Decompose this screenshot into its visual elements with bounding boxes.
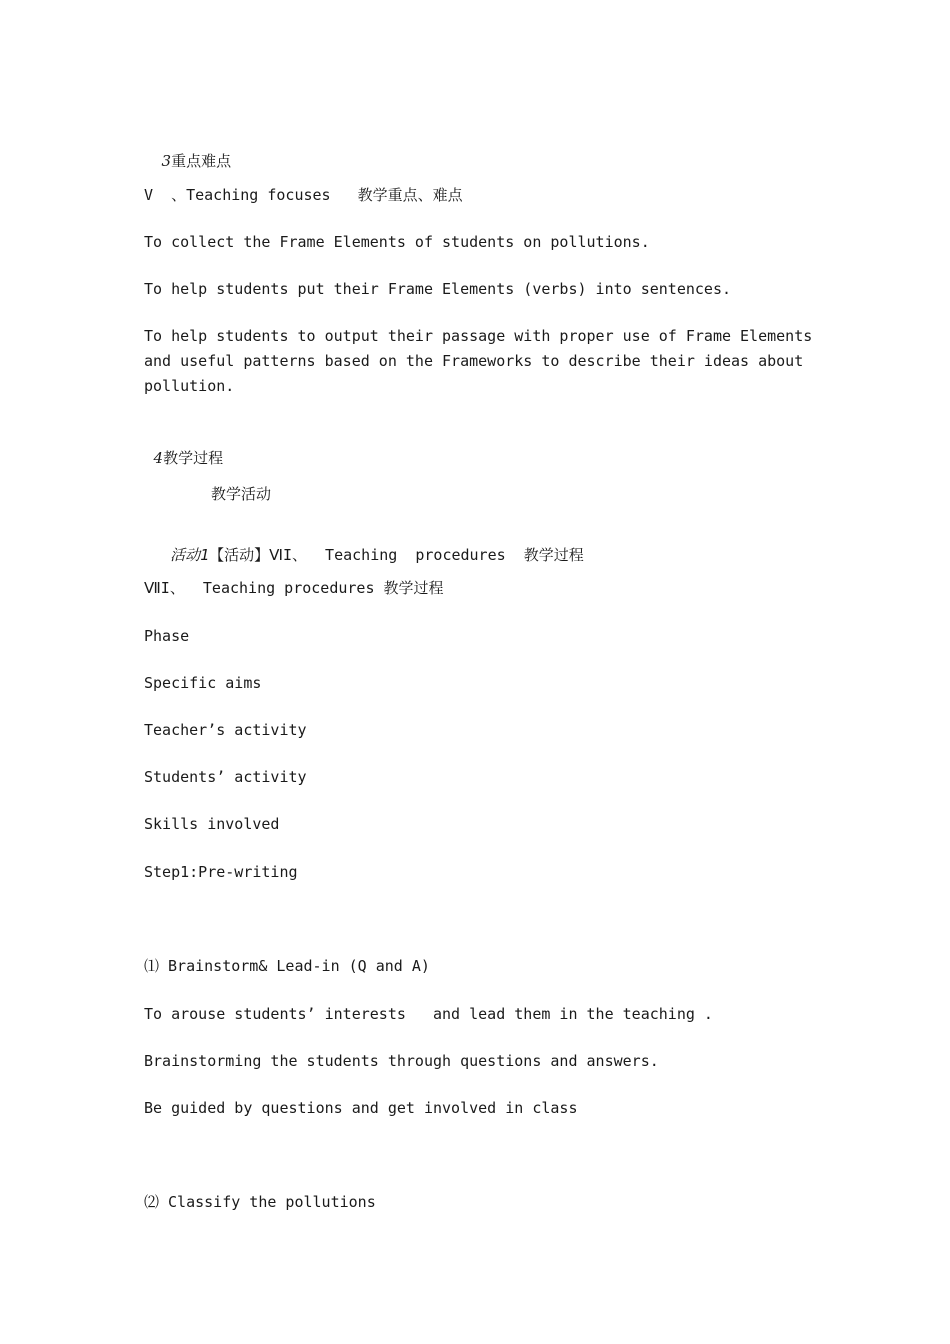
focus-item-3: To help students to output their passage with proper use of Frame Elements and useful patterns based on the Frameworks to describe their ideas about pollution. [144,327,813,395]
section-3-heading [152,124,231,174]
section-title: 教学过程 [163,449,224,467]
activity-prefix: 活动 [170,546,201,564]
brainstorm-students-activity: Be guided by questions and get involved in class [144,1099,578,1117]
column-teacher-activity: Teacher’s activity [144,721,307,739]
focuses-heading: V 、Teaching focuses 教学重点、难点 [144,186,463,204]
section-number: 4 [153,449,164,467]
brainstorm-aim: To arouse students’ interests and lead them in the teaching . [144,1005,713,1023]
activities-label: 教学活动 [211,485,272,503]
activity-1-line [152,518,584,568]
brainstorm-title: ⑴ Brainstorm& Lead-in (Q and A) [144,957,430,975]
section-title: 重点难点 [171,152,232,170]
step-1-label: Step1:Pre-writing [144,863,298,881]
column-skills-involved: Skills involved [144,815,280,833]
activity-number: 1 [200,546,210,564]
classify-title: ⑵ Classify the pollutions [144,1193,376,1211]
column-students-activity: Students’ activity [144,768,307,786]
column-specific-aims: Specific aims [144,674,262,692]
activity-title: 【活动】ⅥI、 Teaching procedures 教学过程 [209,546,584,564]
procedures-heading: ⅦI、 Teaching procedures 教学过程 [144,579,444,597]
focus-item-1: To collect the Frame Elements of students on pollutions. [144,233,650,251]
brainstorm-teacher-activity: Brainstorming the students through questions and answers. [144,1052,659,1070]
section-4-heading [144,421,223,471]
focus-item-2: To help students put their Frame Elements (verbs) into sentences. [144,280,731,298]
section-number: 3 [161,152,172,170]
column-phase: Phase [144,627,190,645]
